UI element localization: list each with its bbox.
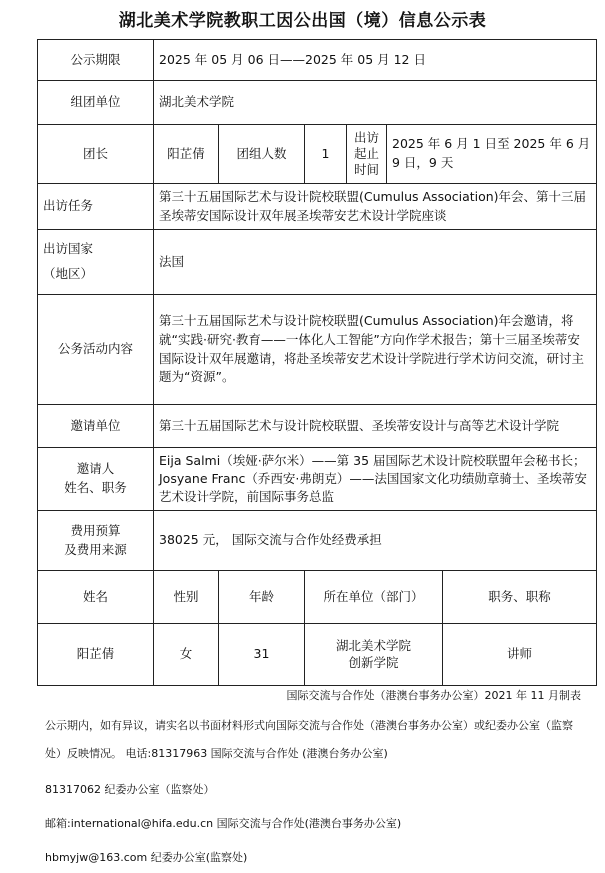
group-size-value: 1 xyxy=(305,125,347,184)
org-label: 组团单位 xyxy=(38,81,154,125)
budget-value: 38025 元， 国际交流与合作处经费承担 xyxy=(154,511,597,571)
visit-time-label: 出访起止时间 xyxy=(347,125,387,184)
period-value: 2025 年 05 月 06 日——2025 年 05 月 12 日 xyxy=(154,40,597,81)
member-title: 讲师 xyxy=(443,624,597,686)
member-unit-line-2: 创新学院 xyxy=(348,654,399,670)
member-header-unit: 所在单位（部门） xyxy=(305,571,443,624)
member-header-title: 职务、职称 xyxy=(443,571,597,624)
inviter-person-value: Eija Salmi（埃娅·萨尔米）——第 35 届国际艺术设计院校联盟年会秘书长；Josyane Franc（乔西安·弗朗克）——法国国家文化功绩勋章骑士、圣埃蒂安艺术设计学院，前国际事务总监 xyxy=(154,448,597,511)
notice-line-4: 邮箱:international@hifa.edu.cn 国际交流与合作处(港澳台事务办公室) xyxy=(45,817,402,830)
visit-time-value: 2025 年 6 月 1 日至 2025 年 6 月 9 日，9 天 xyxy=(387,125,597,184)
activity-value: 第三十五届国际艺术与设计院校联盟(Cumulus Association)年会邀请，将就“实践·研究·教育——一体化人工智能”方向作学术报告；第十三届圣埃蒂安国际设计双年展邀请，将赴圣埃蒂安艺术设计学院进行学术访问交流，研讨主题为“资源”。 xyxy=(154,295,597,405)
member-gender: 女 xyxy=(154,624,219,686)
inviter-person-label-line-1: 邀请人 xyxy=(76,461,115,477)
notice-line-5: hbmyjw@163.com 纪委办公室(监察处) xyxy=(45,851,248,864)
leader-value: 阳芷倩 xyxy=(154,125,219,184)
inviter-person-label xyxy=(38,448,154,511)
members-header-row xyxy=(38,571,597,624)
country-value: 法国 xyxy=(154,230,597,295)
inviter-person-label-line-2: 姓名、职务 xyxy=(64,480,127,495)
notice-line-2: 处）反映情况。 电话:81317963 国际交流与合作处 (港澳台务办公室) xyxy=(45,747,388,760)
member-header-gender: 性别 xyxy=(154,571,219,624)
table-row xyxy=(38,624,597,686)
member-name: 阳芷倩 xyxy=(38,624,154,686)
leader-label: 团长 xyxy=(38,125,154,184)
budget-label-line-2: 及费用来源 xyxy=(64,541,127,557)
inviter-value: 第三十五届国际艺术与设计院校联盟、圣埃蒂安设计与高等艺术设计学院 xyxy=(154,405,597,448)
member-unit xyxy=(305,624,443,686)
country-label xyxy=(38,230,154,295)
notice-line-1: 公示期内，如有异议，请实名以书面材料形式向国际交流与合作处（港澳台事务办公室）或纪委办公室（监察 xyxy=(45,719,573,732)
org-value: 湖北美术学院 xyxy=(154,81,597,125)
page-title: 湖北美术学院教职工因公出国（境）信息公示表 xyxy=(118,11,487,31)
member-unit-line-1: 湖北美术学院 xyxy=(335,637,411,653)
mission-label: 出访任务 xyxy=(38,184,154,230)
activity-label: 公务活动内容 xyxy=(38,295,154,405)
country-label-line-2: （地区） xyxy=(43,266,94,281)
notice-line-3: 81317062 纪委办公室（监察处） xyxy=(45,783,215,796)
period-label: 公示期限 xyxy=(38,40,154,81)
info-table xyxy=(37,39,597,686)
mission-value: 第三十五届国际艺术与设计院校联盟(Cumulus Association)年会、第十三届圣埃蒂安国际设计双年展圣埃蒂安艺术设计学院座谈 xyxy=(154,184,597,230)
inviter-label: 邀请单位 xyxy=(38,405,154,448)
member-header-name: 姓名 xyxy=(38,571,154,624)
budget-label-line-1: 费用预算 xyxy=(70,522,121,538)
budget-label xyxy=(38,511,154,571)
group-size-label: 团组人数 xyxy=(219,125,305,184)
country-label-line-1: 出访国家 xyxy=(43,241,94,257)
member-age: 31 xyxy=(219,624,305,686)
member-header-age: 年龄 xyxy=(219,571,305,624)
footer-note: 国际交流与合作处（港澳台事务办公室）2021 年 11 月制表 xyxy=(286,689,581,702)
